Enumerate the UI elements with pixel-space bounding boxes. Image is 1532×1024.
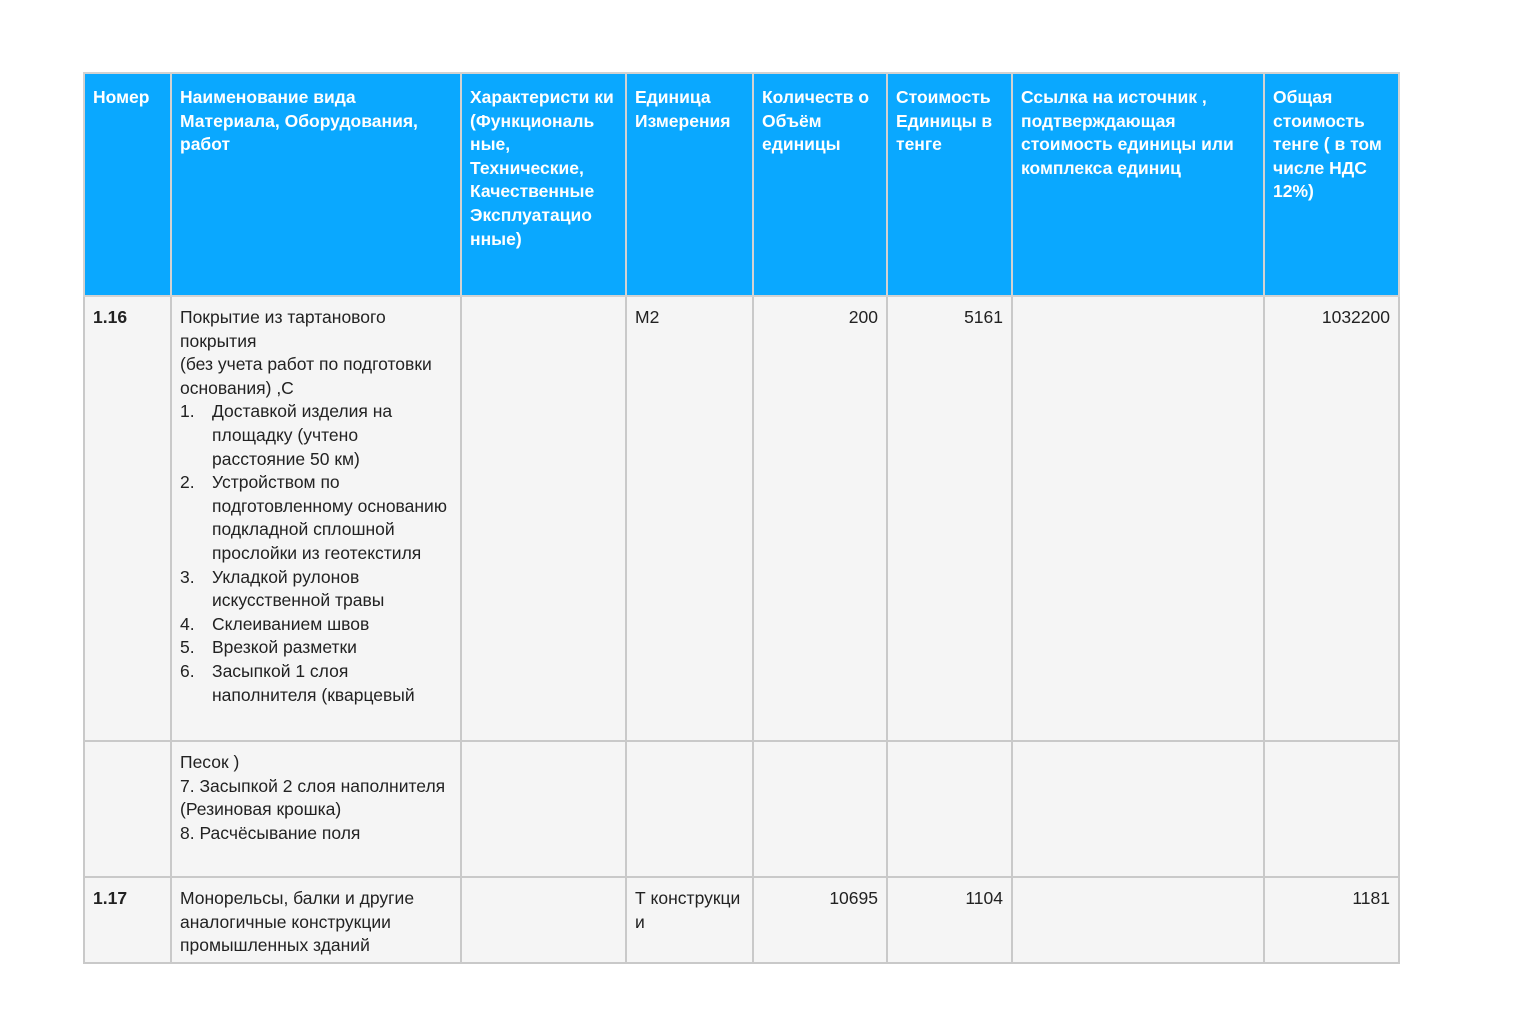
estimate-table — [83, 72, 1400, 964]
header-characteristics: Характеристи ки (Функциональ ные, Технические, Качественные Эксплуатацио нные) — [461, 73, 626, 296]
cell-number — [84, 741, 171, 877]
list-item — [180, 566, 452, 613]
cell-name — [171, 296, 461, 741]
cell-total — [1264, 741, 1399, 877]
list-item — [180, 636, 452, 660]
name-intro-line: (без учета работ по подготовки основания) ,С — [180, 354, 432, 398]
header-number: Номер — [84, 73, 171, 296]
header-name: Наименование вида Материала, Оборудования, работ — [171, 73, 461, 296]
header-quantity: Количеств о Объём единицы — [753, 73, 887, 296]
cell-unit: Т конструкци и — [626, 877, 753, 963]
list-item-text: Склеиванием швов — [212, 613, 370, 634]
list-item — [180, 660, 452, 707]
list-item-text: Укладкой рулонов искусственной травы — [212, 566, 385, 611]
cell-unit — [626, 741, 753, 877]
list-item-text: Устройством по подготовленному основанию подкладной сплошной прослойки из геотекстиля — [212, 472, 447, 563]
name-line: Песок ) — [180, 752, 240, 772]
cell-number: 1.16 — [84, 296, 171, 741]
name-intro-line: Покрытие из тартанового покрытия — [180, 307, 386, 351]
cell-source — [1012, 296, 1264, 741]
header-unit-cost: Стоимость Единицы в тенге — [887, 73, 1012, 296]
cell-characteristics — [461, 877, 626, 963]
cell-quantity: 10695 — [753, 877, 887, 963]
list-item — [180, 471, 452, 565]
table-row — [84, 877, 1399, 963]
list-item-number: 3. — [180, 566, 195, 587]
list-item — [180, 613, 452, 637]
cell-characteristics — [461, 741, 626, 877]
cell-quantity: 200 — [753, 296, 887, 741]
name-line: 8. Расчёсывание поля — [180, 822, 361, 843]
name-line: 7. Засыпкой 2 слоя наполнителя — [180, 775, 446, 796]
cell-quantity — [753, 741, 887, 877]
cell-unit-cost: 1104 — [887, 877, 1012, 963]
list-item — [180, 400, 452, 471]
cell-total: 1032200 — [1264, 296, 1399, 741]
header-row — [84, 73, 1399, 296]
header-total: Общая стоимость тенге ( в том числе НДС 12%) — [1264, 73, 1399, 296]
list-item-text: Врезкой разметки — [212, 637, 357, 658]
list-item-text: Доставкой изделия на площадку (учтено расстояние 50 км) — [212, 401, 393, 469]
cell-unit-cost — [887, 741, 1012, 877]
table-row — [84, 296, 1399, 741]
list-item-number: 1. — [180, 401, 195, 422]
cell-characteristics — [461, 296, 626, 741]
list-item-number: 4. — [180, 613, 195, 634]
list-item-text: Засыпкой 1 слоя наполнителя (кварцевый — [212, 660, 415, 705]
cell-unit: М2 — [626, 296, 753, 741]
cell-unit-cost: 5161 — [887, 296, 1012, 741]
cell-name — [171, 741, 461, 877]
header-unit: Единица Измерения — [626, 73, 753, 296]
list-item-number: 5. — [180, 637, 195, 658]
list-item-number: 6. — [180, 660, 195, 681]
cell-source — [1012, 877, 1264, 963]
list-item-number: 2. — [180, 472, 195, 493]
cell-source — [1012, 741, 1264, 877]
header-source: Ссылка на источник , подтверждающая стоимость единицы или комплекса единиц — [1012, 73, 1264, 296]
name-line: (Резиновая крошка) — [180, 799, 342, 820]
table-row — [84, 741, 1399, 877]
cell-name: Монорельсы, балки и другие аналогичные конструкции промышленных зданий — [171, 877, 461, 963]
work-steps-list — [180, 400, 452, 707]
cell-number: 1.17 — [84, 877, 171, 963]
cell-total: 1181 — [1264, 877, 1399, 963]
